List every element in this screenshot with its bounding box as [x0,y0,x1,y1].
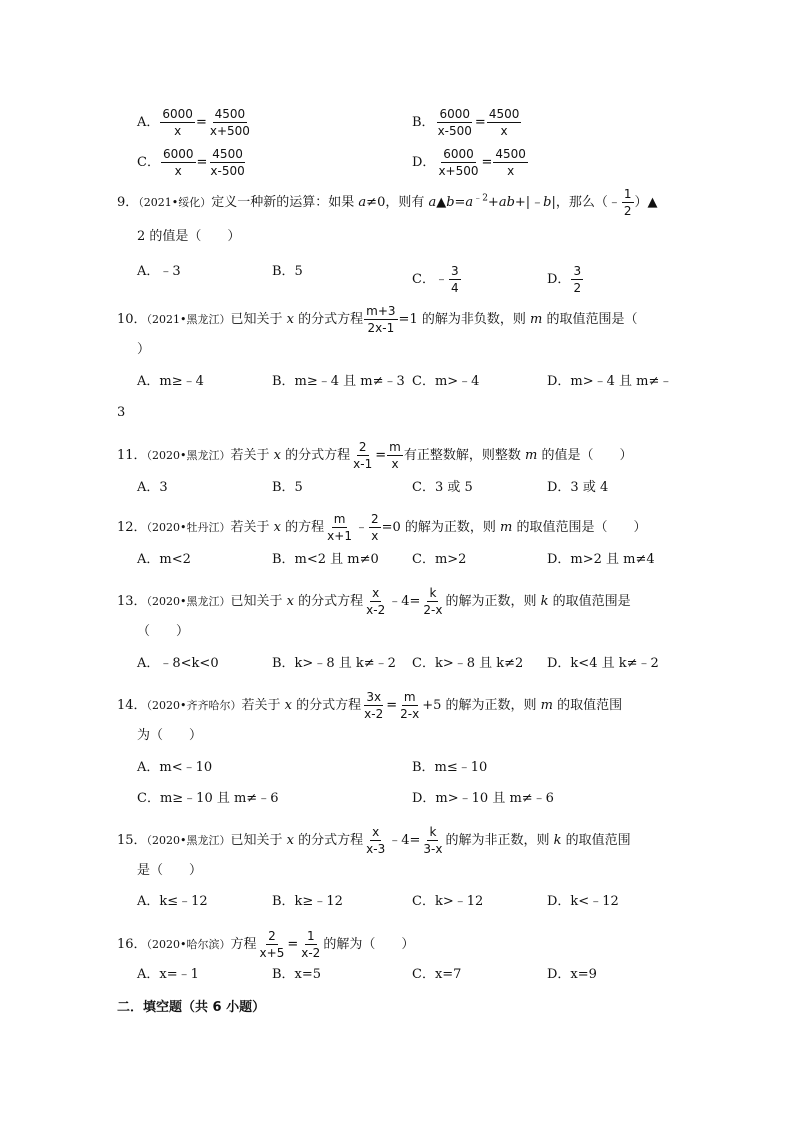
q8-option-b: B． $\frac{6000}{x-500}$ = $\frac{4500}{x}$ [412,107,520,138]
question-10-line2: ） [137,342,151,357]
question-9-stem: 9．（2021•绥化）定义一种新的运算：如果 a≠0，则有 $a▲b=a^{﹣2}+ab+|﹣b|$，那么（﹣ $\frac{1}{2}$ ）▲ [117,187,658,218]
question-15-stem: 15．（2020•黑龙江）已知关于 x 的分式方程 $\frac{x}{x-3}$ ﹣4= $\frac{k}{3-x}$ 的解为非正数，则 k 的取值范围 [117,825,631,856]
q14-option-b: B．m≤﹣10 [412,760,488,775]
question-14-stem: 14．（2020•齐齐哈尔）若关于 x 的分式方程 $\frac{3x}{x-2}$ = $\frac{m}{2-x}$ +5 的解为正数，则 m 的取值范围 [117,690,623,721]
question-12-stem: 12．（2020•牡丹江）若关于 x 的方程 $\frac{m}{x+1}$ ﹣ $\frac{2}{x}$ =0 的解为正数，则 m 的取值范围是（ ） [117,512,647,543]
q10-option-a: A．m≥﹣4 [137,374,204,389]
q10-option-d: D．m>﹣4 且 m≠﹣ [547,374,673,389]
question-11-stem: 11．（2020•黑龙江）若关于 x 的分式方程 $\frac{2}{x-1}$ = $\frac{m}{x}$ 有正整数解，则整数 m 的值是（ ） [117,440,633,471]
question-9-line2: 2 的值是（ ） [137,229,241,244]
q14-option-a: A．m<﹣10 [137,760,213,775]
question-13-stem: 13．（2020•黑龙江）已知关于 x 的分式方程 $\frac{x}{x-2}$ ﹣4= $\frac{k}{2-x}$ 的解为正数，则 k 的取值范围是 [117,586,631,617]
question-13-line2: （ ） [137,624,190,639]
q16-option-b: B．x=5 [272,967,322,982]
q8-option-d: D． $\frac{6000}{x+500}$ = $\frac{4500}{x}$ [412,147,526,178]
q16-option-a: A．x=﹣1 [137,967,199,982]
question-14-line2: 为（ ） [137,728,203,743]
q9-option-d: D． $\frac{3}{2}$ [547,264,582,295]
q8-option-c: C． $\frac{6000}{x}$ = $\frac{4500}{x-500}$ [137,147,245,178]
q15-option-d: D．k<﹣12 [547,894,619,909]
q15-option-c: C．k>﹣12 [412,894,484,909]
q15-option-b: B．k≥﹣12 [272,894,343,909]
q10-option-d-continued: 3 [117,405,126,420]
q16-option-d: D．x=9 [547,967,597,982]
q11-option-a: A．3 [137,480,168,495]
q10-option-b: B．m≥﹣4 且 m≠﹣3 [272,374,405,389]
q11-option-c: C．3 或 5 [412,480,473,495]
q12-option-d: D．m>2 且 m≠4 [547,552,655,567]
q11-option-b: B．5 [272,480,303,495]
q10-option-c: C．m>﹣4 [412,374,480,389]
q14-option-d: D．m>﹣10 且 m≠﹣6 [412,791,554,806]
q13-option-d: D．k<4 且 k≠﹣2 [547,656,659,671]
q12-option-b: B．m<2 且 m≠0 [272,552,379,567]
section-heading-fill-in: 二．填空题（共 6 小题） [117,1000,266,1015]
q9-option-c: C．﹣ $\frac{3}{4}$ [412,264,459,295]
q11-option-d: D．3 或 4 [547,480,609,495]
q9-option-b: B．5 [272,264,303,279]
q12-option-a: A．m<2 [137,552,191,567]
q13-option-a: A．﹣8<k<0 [137,656,219,671]
q15-option-a: A．k≤﹣12 [137,894,208,909]
question-16-stem: 16．（2020•哈尔滨）方程 $\frac{2}{x+5}$ = $\frac{1}{x-2}$ 的解为（ ） [117,929,415,960]
q9-option-a: A．﹣3 [137,264,181,279]
question-15-line2: 是（ ） [137,863,203,878]
q12-option-c: C．m>2 [412,552,467,567]
question-10-stem: 10．（2021•黑龙江）已知关于 x 的分式方程 $\frac{m+3}{2x-1}$ =1 的解为非负数，则 m 的取值范围是（ [117,304,638,335]
q8-option-a: A． $\frac{6000}{x}$ = $\frac{4500}{x+500}$ [137,107,250,138]
q13-option-b: B．k>﹣8 且 k≠﹣2 [272,656,396,671]
q14-option-c: C．m≥﹣10 且 m≠﹣6 [137,791,279,806]
q16-option-c: C．x=7 [412,967,462,982]
q13-option-c: C．k>﹣8 且 k≠2 [412,656,524,671]
